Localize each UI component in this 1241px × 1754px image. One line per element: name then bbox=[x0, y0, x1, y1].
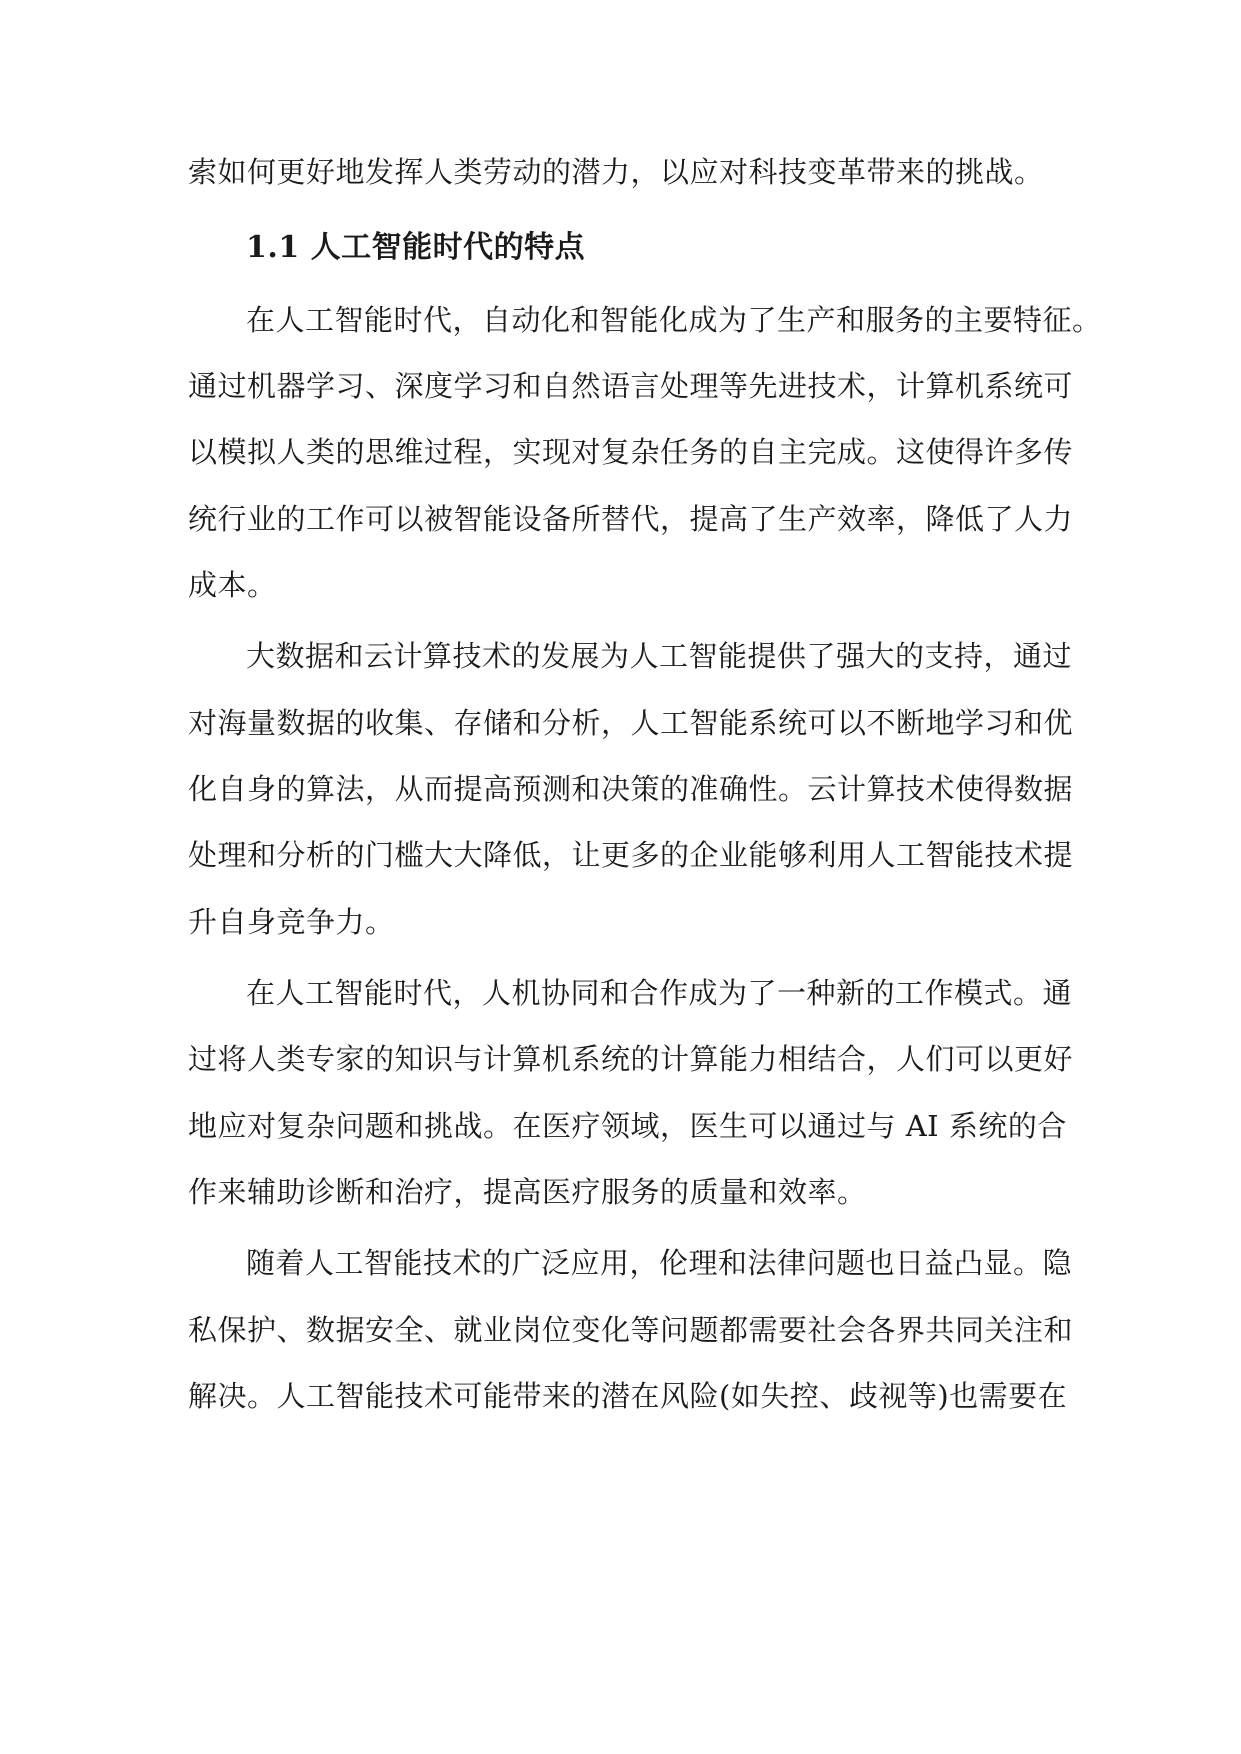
paragraph-2-line-1: 大数据和云计算技术的发展为人工智能提供了强大的支持，通过 bbox=[246, 639, 1073, 673]
paragraph-continuation-line: 索如何更好地发挥人类劳动的潜力，以应对科技变革带来的挑战。 bbox=[188, 155, 1044, 189]
paragraph-1-line-2: 通过机器学习、深度学习和自然语言处理等先进技术，计算机系统可 bbox=[188, 369, 1074, 403]
paragraph-2-line-4: 处理和分析的门槛大大降低，让更多的企业能够利用人工智能技术提 bbox=[188, 838, 1074, 872]
paragraph-3-line-3: 地应对复杂问题和挑战。在医疗领域，医生可以通过与 AI 系统的合 bbox=[188, 1109, 1067, 1143]
paragraph-3-line-2: 过将人类专家的知识与计算机系统的计算能力相结合，人们可以更好 bbox=[188, 1042, 1074, 1076]
paragraph-1-line-5: 成本。 bbox=[188, 568, 277, 602]
paragraph-2-line-5: 升自身竞争力。 bbox=[188, 905, 395, 939]
paragraph-2-line-3: 化自身的算法，从而提高预测和决策的准确性。云计算技术使得数据 bbox=[188, 772, 1074, 806]
paragraph-3-line-1: 在人工智能时代，人机协同和合作成为了一种新的工作模式。通 bbox=[246, 976, 1073, 1010]
paragraph-4-line-1: 随着人工智能技术的广泛应用，伦理和法律问题也日益凸显。隐 bbox=[246, 1246, 1073, 1280]
paragraph-4-line-2: 私保护、数据安全、就业岗位变化等问题都需要社会各界共同关注和 bbox=[188, 1313, 1074, 1347]
paragraph-1-line-4: 统行业的工作可以被智能设备所替代，提高了生产效率，降低了人力 bbox=[188, 502, 1074, 536]
paragraph-4-line-3: 解决。人工智能技术可能带来的潜在风险(如失控、歧视等)也需要在 bbox=[188, 1379, 1068, 1413]
paragraph-1-line-3: 以模拟人类的思维过程，实现对复杂任务的自主完成。这使得许多传 bbox=[188, 435, 1074, 469]
paragraph-1-line-1: 在人工智能时代，自动化和智能化成为了生产和服务的主要特征。 bbox=[246, 303, 1102, 337]
section-heading: 1.1 人工智能时代的特点 bbox=[246, 230, 586, 265]
paragraph-2-line-2: 对海量数据的收集、存储和分析，人工智能系统可以不断地学习和优 bbox=[188, 706, 1074, 740]
paragraph-3-line-4: 作来辅助诊断和治疗，提高医疗服务的质量和效率。 bbox=[188, 1175, 867, 1209]
